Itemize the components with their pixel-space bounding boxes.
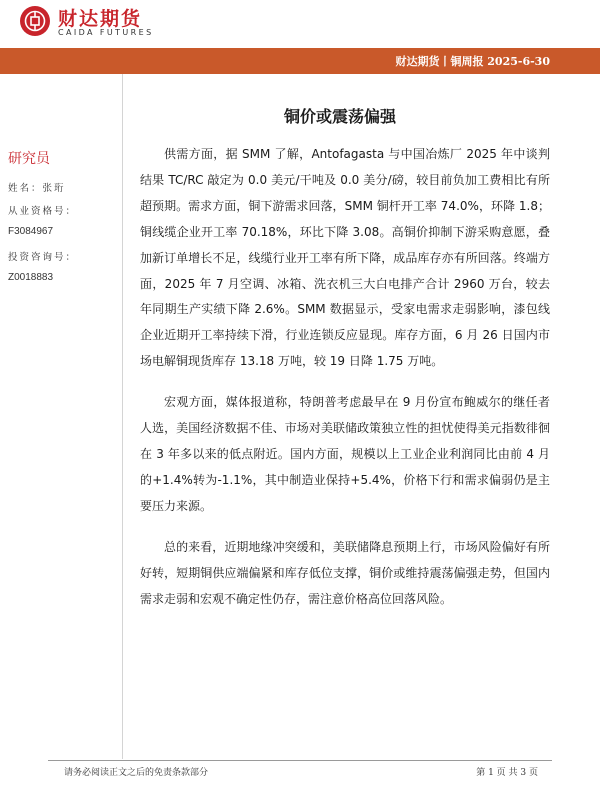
report-banner: [0, 48, 600, 74]
qualification-number: F3084967: [8, 226, 54, 237]
footer-divider: [48, 760, 552, 761]
logo-chinese-name: 财达期货: [58, 8, 143, 30]
footer-disclaimer: 请务必阅读正文之后的免责条款部分: [64, 768, 209, 778]
paragraph-conclusion: 总的来看，近期地缘冲突缓和，美联储降息预期上行，市场风险偏好有所好转，短期铜供应端偏紧和库存低位支撑，铜价或维持震荡偏强走势，但国内需求走弱和宏观不确定性仍存，需注意价格高位回落风险。: [140, 539, 550, 606]
paragraph-macro: 宏观方面，媒体报道称，特朗普考虑最早在 9 月份宣布鲍威尔的继任者人选，美国经济数据不佳、市场对美联储政策独立性的担忧使得美元指数徘徊在 3 年多以来的低点附近。国内方面，规模以上工业企业利润同比由前 4 月的+1.4%转为-1.1%，其中制造业保持+5.4%，价格下行和需求偏弱仍是主要压力来源。: [140, 395, 550, 513]
researcher-name: 姓名：张珩: [8, 183, 66, 194]
qualification-label: 从业资格号：: [8, 206, 78, 217]
researcher-heading: 研究员: [8, 151, 50, 167]
footer-page-number: 第 1 页 共 3 页: [476, 768, 538, 778]
report-body: [140, 142, 550, 627]
logo-english-name: CAIDA FUTURES: [58, 28, 154, 37]
banner-report-label: 财达期货丨铜周报 2025-6-30: [395, 55, 550, 68]
report-header: [0, 0, 600, 48]
caida-logo-icon: [20, 6, 50, 36]
report-title: 铜价或震荡偏强: [283, 107, 396, 126]
paragraph-supply-demand: 供需方面，据 SMM 了解，Antofagasta 与中国冶炼厂 2025 年中谈判结果 TC/RC 敲定为 0.0 美元/干吨及 0.0 美分/磅，较目前负加工费相比有所超预期。需求方面，铜下游需求回落，SMM 铜杆开工率 74.0%，环降 1.8；铜线缆企业开工率 70.18%，环比下降 3.08。高铜价抑制下游采购意愿，叠加新订单增长不足，线缆行业开工率有所下降，成品库存亦有所回落。终端方面，2025 年 7 月空调、冰箱、洗衣机三大白电排产合计 2960 万台，较去年同期生产实绩下降 2.6%。SMM 数据显示，受家电需求走弱影响，漆包线企业近期开工率持续下滑，行业连锁反应显现。库存方面，6 月 26 日国内市场电解铜现货库存 13.18 万吨，较 19 日降 1.75 万吨。: [140, 147, 550, 369]
consulting-label: 投资咨询号：: [8, 252, 78, 263]
column-divider: [122, 74, 123, 759]
researcher-sidebar: [8, 148, 120, 295]
consulting-number: Z0018883: [8, 272, 54, 283]
